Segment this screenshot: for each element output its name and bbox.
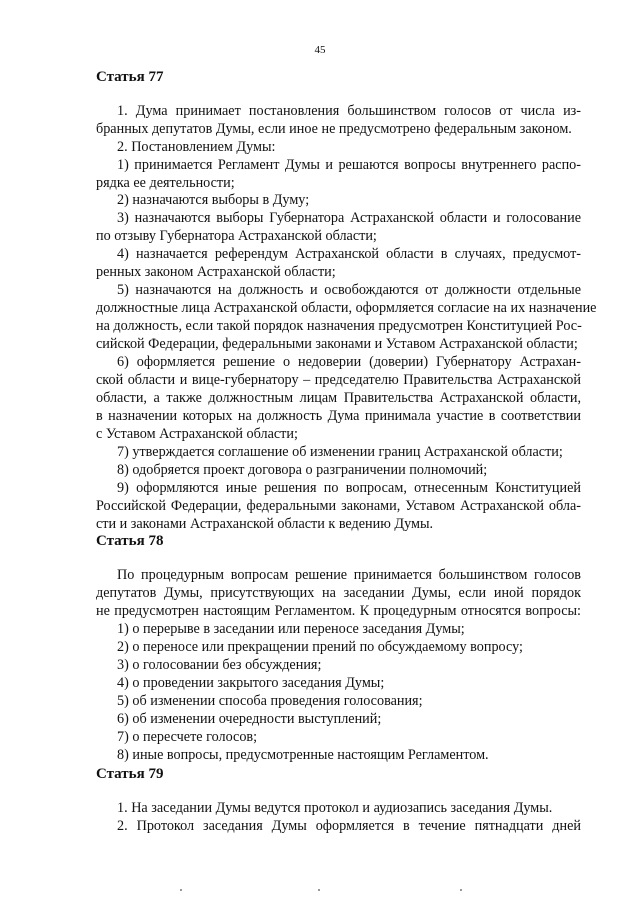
paragraph-line: 1) принимается Регламент Думы и решаются вопросы внутреннего распо- <box>117 157 581 173</box>
paragraph-line: По процедурным вопросам решение принимается большинством голосов <box>117 567 581 583</box>
paragraph-line: 8) иные вопросы, предусмотренные настоящим Регламентом. <box>117 747 489 763</box>
page-number: 45 <box>314 44 326 56</box>
paragraph-line: 1. Дума принимает постановления большинством голосов от числа из- <box>117 103 581 119</box>
paragraph-line: сти и законами Астраханской области к ведению Думы. <box>96 516 434 532</box>
paragraph-line: 7) о пересчете голосов; <box>117 729 258 745</box>
scan-dot <box>460 889 462 891</box>
paragraph-line: области, а также должностным лицам Правительства Астраханской области, <box>96 390 581 406</box>
article-79-heading: Статья 79 <box>96 766 164 782</box>
paragraph-line: 8) одобряется проект договора о разграничении полномочий; <box>117 462 488 478</box>
paragraph-line: ренных законом Астраханской области; <box>96 264 336 280</box>
paragraph-line: сийской Федерации, федеральными законами и Уставом Астраханской области; <box>96 336 578 352</box>
paragraph-line: 9) оформляются иные решения по вопросам, отнесенным Конституцией <box>117 480 581 496</box>
paragraph-line: 5) назначаются на должность и освобождаются от должности отдельные <box>117 282 581 298</box>
paragraph-line: 2) о переносе или прекращении прений по обсуждаемому вопросу; <box>117 639 523 655</box>
paragraph-line: рядка ее деятельности; <box>96 175 235 191</box>
scan-dot <box>180 889 182 891</box>
paragraph-line: Российской Федерации, федеральными законами, Уставом Астраханской обла- <box>96 498 581 514</box>
paragraph-line: 2) назначаются выборы в Думу; <box>117 192 310 208</box>
scan-artifacts <box>0 889 640 897</box>
paragraph-line: по отзыву Губернатора Астраханской области; <box>96 228 377 244</box>
paragraph-line: ской области и вице-губернатору – председателю Правительства Астраханской <box>96 372 581 388</box>
paragraph-line: 6) об изменении очередности выступлений; <box>117 711 382 727</box>
paragraph-line: 1. На заседании Думы ведутся протокол и аудиозапись заседания Думы. <box>117 800 553 816</box>
paragraph-line: в назначении которых на должность Дума принимала участие в соответствии <box>96 408 581 424</box>
article-78-heading: Статья 78 <box>96 533 164 549</box>
paragraph-line: 7) утверждается соглашение об изменении границ Астраханской области; <box>117 444 563 460</box>
paragraph-line: 3) назначаются выборы Губернатора Астраханской области и голосование <box>117 210 581 226</box>
paragraph-line: должностные лица Астраханской области, оформляется согласие на их назначение <box>96 300 597 316</box>
paragraph-line: на должность, если такой порядок назначения предусмотрен Конституцией Рос- <box>96 318 582 334</box>
paragraph-line: 3) о голосовании без обсуждения; <box>117 657 322 673</box>
paragraph-line: депутатов Думы, присутствующих на заседании Думы, если иной порядок <box>96 585 581 601</box>
paragraph-line: 2. Протокол заседания Думы оформляется в течение пятнадцати дней <box>117 818 581 834</box>
paragraph-line: с Уставом Астраханской области; <box>96 426 298 442</box>
scan-dot <box>318 889 320 891</box>
paragraph-line: 4) о проведении закрытого заседания Думы; <box>117 675 385 691</box>
paragraph-line: 6) оформляется решение о недоверии (доверии) Губернатору Астрахан- <box>117 354 581 370</box>
paragraph-line: 4) назначается референдум Астраханской области в случаях, предусмот- <box>117 246 581 262</box>
paragraph-line: 2. Постановлением Думы: <box>117 139 276 155</box>
paragraph-line: не предусмотрен настоящим Регламентом. К процедурным относятся вопросы: <box>96 603 581 619</box>
paragraph-line: бранных депутатов Думы, если иное не предусмотрено федеральным законом. <box>96 121 572 137</box>
paragraph-line: 1) о перерыве в заседании или переносе заседания Думы; <box>117 621 465 637</box>
paragraph-line: 5) об изменении способа проведения голосования; <box>117 693 423 709</box>
article-77-heading: Статья 77 <box>96 69 164 85</box>
